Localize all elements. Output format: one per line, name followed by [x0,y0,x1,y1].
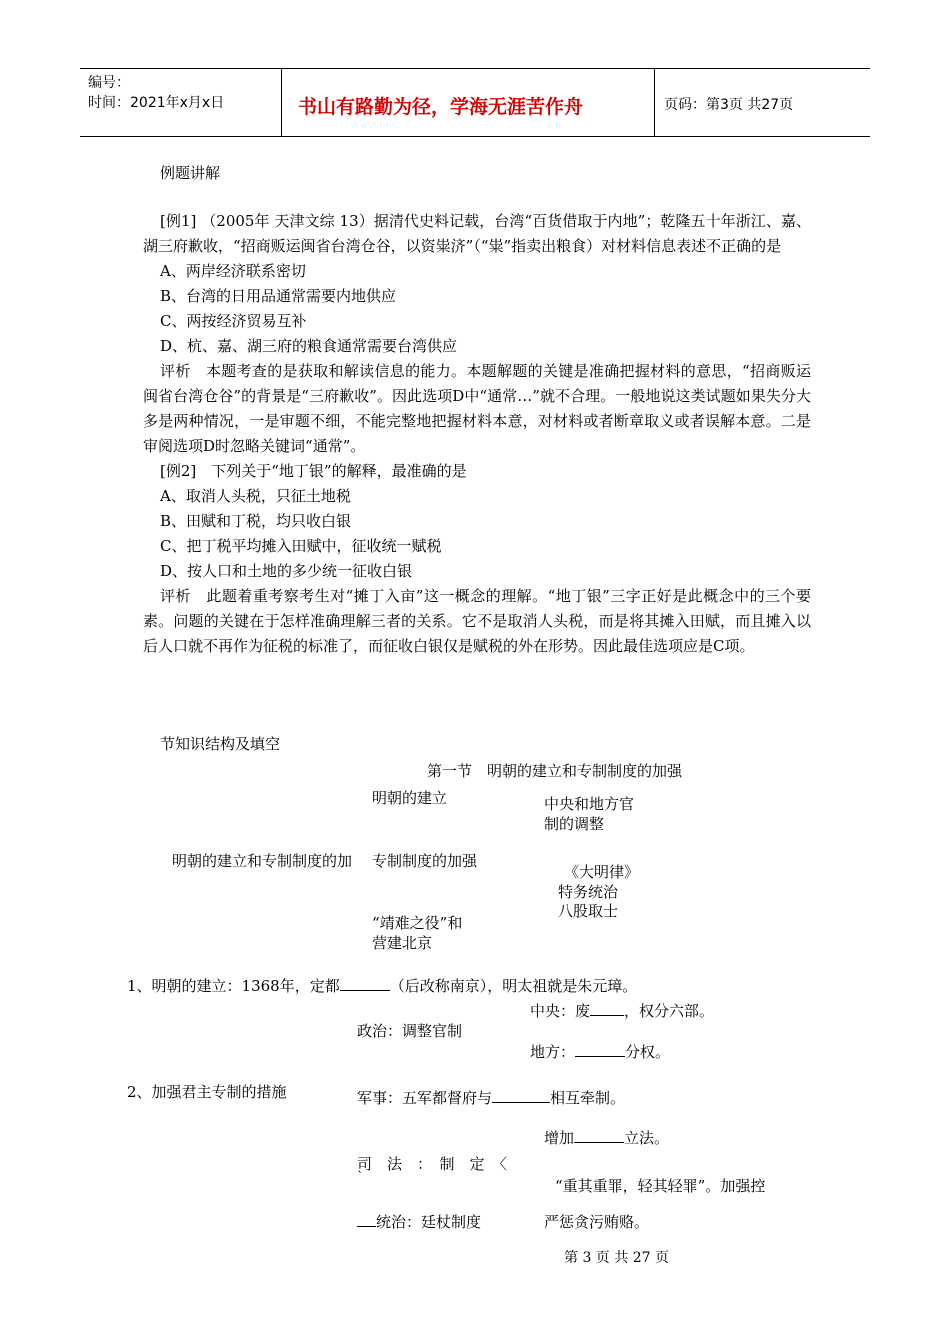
fill-rule [357,1211,481,1232]
example-2-option-b: B、田赋和丁税，均只收白银 [160,512,352,530]
example-2-option-a: A、取消人头税，只征土地税 [160,487,351,505]
outline-branch-jingnan-1: “靖难之役”和 [372,914,463,932]
outline-leaf-officials-1: 中央和地方官 [544,795,635,813]
fill-local [530,1041,670,1062]
fill-punish: 严惩贪污贿赂。 [544,1213,650,1231]
fill-local-text-b: 分权。 [625,1043,671,1061]
fill-blank-legislation[interactable] [574,1128,624,1143]
knowledge-title: 节知识结构及填空 [160,735,281,753]
fill-blank-central[interactable] [590,1001,624,1016]
outline-branch-autocracy: 专制制度的加强 [372,852,478,870]
outline-leaf-secret-police: 特务统治 [558,883,619,901]
fill-blank-capital[interactable] [340,976,390,991]
fill-rule-text: 统治：廷杖制度 [376,1213,482,1231]
fill-military-text-a: 军事：五军都督府与 [357,1089,493,1107]
fill-blank-local[interactable] [575,1042,625,1057]
header-motto: 书山有路勤为径，学海无涯苦作舟 [298,96,584,118]
fill-military-text-b: 相互牵制。 [550,1089,626,1107]
fill-judicial-mark: ` [357,1170,364,1185]
header-time: 时间：2021年x月x日 [88,95,225,111]
example-2-question: [例2] 下列关于“地丁银”的解释，最准确的是 [160,462,467,480]
fill-legislation [544,1127,669,1148]
outline-leaf-ming-code: 《大明律》 [564,863,640,881]
fill-central-text-a: 中央：废 [530,1002,591,1020]
fill-central-text-b: ，权分六部。 [624,1002,715,1020]
fill-legislation-text-b: 立法。 [624,1129,670,1147]
example-1-analysis: 评析 本题考查的是获取和解读信息的能力。本题解题的关键是准确把握材料的意思，“招商贩运闽省台湾仓谷”的背景是“三府歉收”。因此选项D中“通常…”就不合理。一般地说这类试题如果失分大多是两种情况，一是审题不细，不能完整地把握材料本意，对材料或者断章取义或者误解本意。二是审阅选项D时忽略关键词“通常”。 [143,362,811,455]
outline-heading: 第一节 明朝的建立和专制制度的加强 [427,762,683,780]
header-divider-right [654,68,655,136]
fill-blank-military[interactable] [492,1088,550,1103]
outline-branch-jingnan-2: 营建北京 [372,934,433,952]
header-bottom-border [80,136,870,137]
outline-leaf-officials-2: 制的调整 [544,815,605,833]
fill-item-2: 2、加强君主专制的措施 [127,1083,287,1101]
outline-leaf-eight-legged: 八股取士 [558,902,619,920]
outline-branch-founding: 明朝的建立 [372,789,448,807]
header-top-border [80,68,870,69]
fill-legislation-text-a: 增加 [544,1129,575,1147]
section-title: 例题讲解 [160,164,221,182]
fill-military [357,1087,625,1108]
fill-judicial: 司 法 ： 制 定 〈 [357,1155,508,1173]
fill-blank-rule[interactable] [357,1212,376,1227]
fill-item-1 [127,975,637,996]
page-footer: 第 3 页 共 27 页 [564,1250,669,1266]
example-1-option-a: A、两岸经济联系密切 [160,262,306,280]
fill-central [530,1000,714,1021]
header-number: 编号： [88,75,130,91]
fill-heavy-penalty: “重其重罪，轻其轻罪”。加强控 [555,1177,766,1195]
example-1-option-d: D、杭、嘉、湖三府的粮食通常需要台湾供应 [160,337,458,355]
fill-local-text-a: 地方： [530,1043,576,1061]
example-2-option-d: D、按人口和土地的多少统一征收白银 [160,562,413,580]
outline-root: 明朝的建立和专制制度的加 [172,852,353,870]
header-page-info: 页码：第3页 共27页 [664,97,794,113]
example-1 [143,209,811,659]
fill-item-1-text-a: 1、明朝的建立：1368年，定都 [127,977,340,995]
example-1-option-b: B、台湾的日用品通常需要内地供应 [160,287,397,305]
example-2-option-c: C、把丁税平均摊入田赋中，征收统一赋税 [160,537,442,555]
fill-politics: 政治：调整官制 [357,1022,463,1040]
fill-item-1-text-b: （后改称南京），明太祖就是朱元璋。 [389,977,638,995]
example-2-analysis: 评析 此题着重考察考生对“摊丁入亩”这一概念的理解。“地丁银”三字正好是此概念中的三个要素。问题的关键在于怎样准确理解三者的关系。它不是取消人头税，而是将其摊入田赋，而且摊入以后人口就不再作为征税的标准了，而征收白银仅是赋税的外在形势。因此最佳选项应是C项。 [143,587,811,655]
example-1-question: [例1] （2005年 天津文综 13）据清代史料记载，台湾“百货借取于内地”；乾隆五十年浙江、嘉、湖三府歉收，“招商贩运闽省台湾仓谷，以资粜济”（“粜”指卖出粮食）对材料信息表述不正确的是 [143,212,811,255]
example-1-option-c: C、两按经济贸易互补 [160,312,307,330]
header-divider-left [281,68,282,136]
